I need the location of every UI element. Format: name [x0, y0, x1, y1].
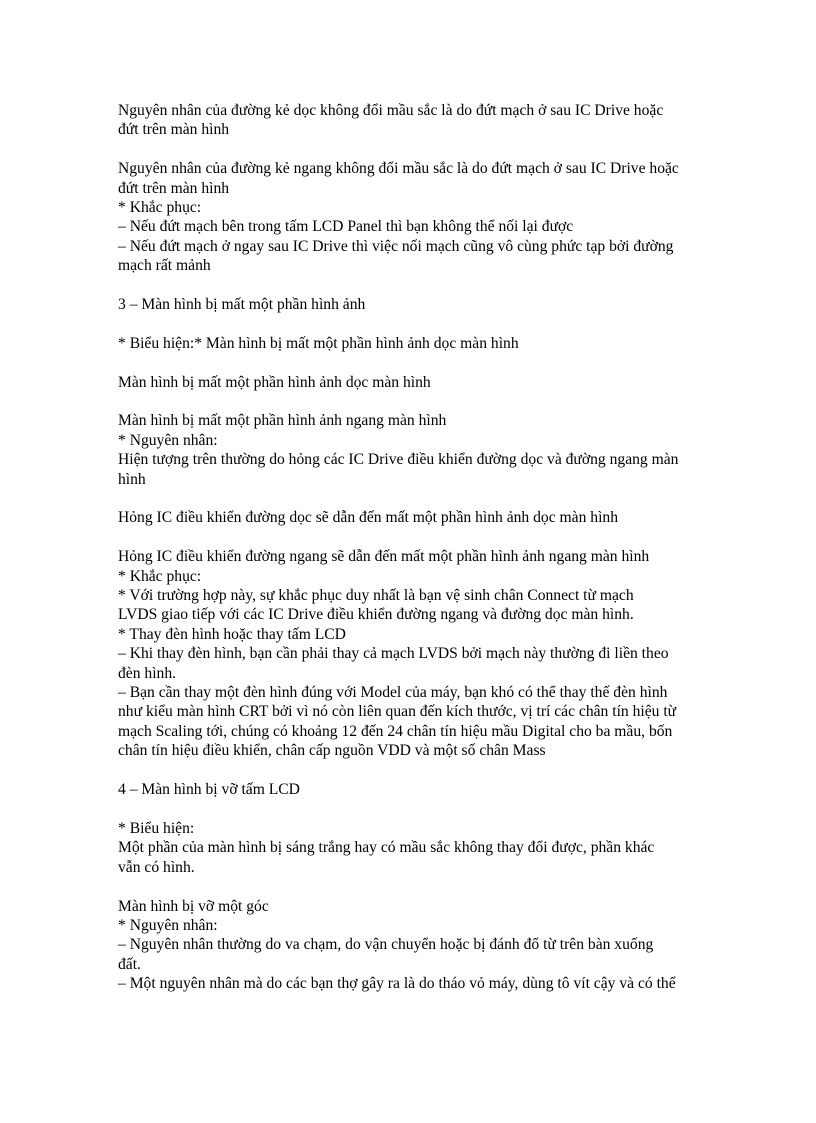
paragraph-gap — [118, 140, 708, 159]
text-line: Nguyên nhân của đường kẻ dọc không đổi mầu sắc là do đứt mạch ở sau IC Drive hoặc — [118, 102, 664, 119]
text-line: – Nguyên nhân thường do va chạm, do vận chuyển hoặc bị đánh đổ từ trên bàn xuống — [118, 936, 654, 954]
paragraph-gap — [118, 392, 708, 411]
text-line: mạch Scaling tới, chúng có khoảng 12 đến 24 chân tín hiệu mầu Digital cho ba mầu, bốn — [118, 722, 673, 740]
paragraph — [118, 159, 708, 275]
paragraph-gap — [118, 528, 708, 547]
paragraph — [118, 819, 708, 877]
text-line: 4 – Màn hình bị vỡ tấm LCD — [118, 781, 300, 799]
paragraph — [118, 508, 708, 527]
text-line: Màn hình bị mất một phần hình ảnh dọc màn hình — [118, 373, 431, 391]
text-line: Một phần của màn hình bị sáng trắng hay có mầu sắc không thay đổi được, phần khác — [118, 839, 655, 857]
paragraph — [118, 411, 708, 489]
text-line: – Một nguyên nhân mà do các bạn thợ gây ra là do tháo vỏ máy, dùng tô vít cậy và có thể — [118, 975, 676, 993]
text-line: * Thay đèn hình hoặc thay tấm LCD — [118, 625, 346, 643]
text-line: Màn hình bị mất một phần hình ảnh ngang màn hình — [118, 412, 447, 430]
text-line: * Với trường hợp này, sự khắc phục duy nhất là bạn vệ sinh chân Connect từ mạch — [118, 587, 634, 605]
text-line: chân tín hiệu điều khiển, chân cấp nguồn VDD và một số chân Mass — [118, 742, 546, 760]
paragraph-gap — [118, 489, 708, 508]
paragraph-gap — [118, 353, 708, 372]
paragraph — [118, 373, 708, 392]
paragraph — [118, 897, 708, 994]
text-line: Hỏng IC điều khiển đường dọc sẽ dẫn đến mất một phần hình ảnh dọc màn hình — [118, 509, 619, 527]
text-line: đứt trên màn hình — [118, 179, 230, 197]
text-line: Hỏng IC điều khiển đường ngang sẽ dẫn đến mất một phần hình ảnh ngang màn hình — [118, 548, 650, 566]
paragraph-gap — [118, 314, 708, 333]
text-line: * Nguyên nhân: — [118, 431, 218, 449]
text-line: * Biểu hiện: — [118, 819, 195, 837]
text-line: – Khi thay đèn hình, bạn cần phải thay cả mạch LVDS bởi mạch này thường đi liền theo — [118, 645, 669, 663]
paragraph — [118, 101, 708, 140]
text-line: * Khắc phục: — [118, 567, 202, 585]
paragraph-gap — [118, 877, 708, 896]
text-line: vẫn có hình. — [118, 858, 195, 876]
text-line: đất. — [118, 955, 141, 973]
text-line: Nguyên nhân của đường kẻ ngang không đổi mầu sắc là do đứt mạch ở sau IC Drive hoặc — [118, 160, 679, 178]
document-page — [118, 101, 708, 994]
text-line: – Bạn cần thay một đèn hình đúng với Model của máy, bạn khó có thể thay thế đèn hình — [118, 684, 668, 702]
text-line: đèn hình. — [118, 664, 177, 682]
text-line: – Nếu đứt mạch ở ngay sau IC Drive thì việc nối mạch cũng vô cùng phức tạp bởi đường — [118, 237, 674, 255]
text-line: đứt trên màn hình — [118, 121, 230, 139]
paragraph — [118, 547, 708, 760]
paragraph — [118, 334, 708, 353]
text-line: mạch rất mảnh — [118, 257, 211, 275]
paragraph-gap — [118, 761, 708, 780]
text-line: như kiểu màn hình CRT bởi vì nó còn liên quan đến kích thước, vị trí các chân tín hiệu từ — [118, 703, 677, 721]
text-line: hình — [118, 470, 146, 488]
text-line: – Nếu đứt mạch bên trong tấm LCD Panel thì bạn không thể nối lại được — [118, 218, 574, 236]
text-line: Hiện tượng trên thường do hỏng các IC Drive điều khiển đường dọc và đường ngang màn — [118, 451, 679, 469]
paragraph-gap — [118, 800, 708, 819]
paragraph — [118, 780, 708, 799]
paragraph-gap — [118, 276, 708, 295]
text-line: LVDS giao tiếp với các IC Drive điều khiển đường ngang và đường dọc màn hình. — [118, 606, 634, 624]
paragraph — [118, 295, 708, 314]
text-line: * Nguyên nhân: — [118, 916, 218, 934]
text-line: Màn hình bị vỡ một góc — [118, 897, 269, 915]
text-line: 3 – Màn hình bị mất một phần hình ảnh — [118, 296, 366, 314]
text-line: * Biểu hiện:* Màn hình bị mất một phần hình ảnh dọc màn hình — [118, 334, 519, 352]
text-line: * Khắc phục: — [118, 199, 202, 217]
